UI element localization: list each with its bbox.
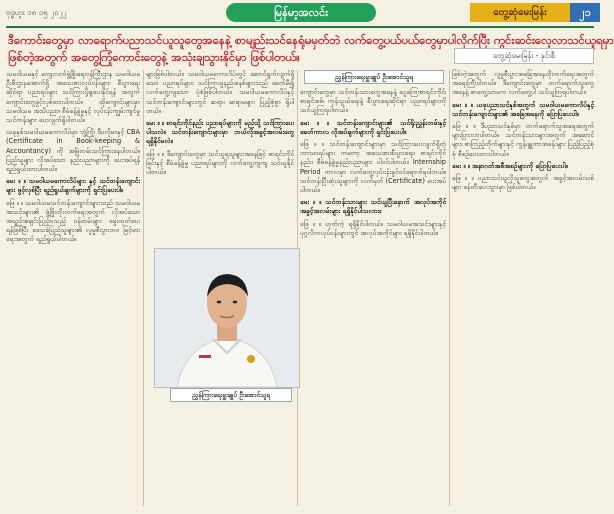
article-paragraph: ဖြေ ။ ။ ဒီပညာသင်နှစ်မှာ တက်ရောက်သူအရေအတွက် များပြားလာပါတယ်။ သင်တန်းသားများအတွက် အဆောင်များ၊ စာကြည့်တိုက်များနှင့် ကွန်ပျူတာအခန်းများ ပြည့်ပြည့်စုံစုံ စီစဉ်ပေးထားပါတယ်။	[452, 122, 594, 158]
interviewee-caption-top: ညွှန်ကြားရေးမှူးချုပ် ဦးအောင်သူရ	[304, 70, 444, 84]
article-paragraph: ယခုနှစ်သမဝါယမကောလိပ်မှာ ဘွဲ့ကြို၊ ဒီပလိုမာနှင့် CBA (Certificate in Book-keeping & Accountancy) ကို အမြဲတမ်းသင်ကြားနေပါတယ်။ ပြည်သူများ လိုအပ်သော နည်းပညာများကို ပေးအပ်ရန် ရည်ရွယ်ထားပါတယ်။	[6, 128, 140, 174]
article-paragraph: ဖြေ ။ ။ ဟုတ်ကဲ့ ရရှိနိုင်ပါတယ်။ သမဝါယမအသင်းများနှင့် ပုဂ္ဂလိကလုပ်ငန်းများတွင် အလုပ်အကိုင်များ ရရှိနိုင်ပါတယ်။	[300, 219, 446, 237]
interviewee-photo-caption: ညွှန်ကြားရေးမှူးချုပ် ဦးအောင်သူရ	[170, 388, 292, 402]
byline: တွေ့ဆုံမေးမြန်း - နှင်းစီ	[454, 48, 594, 64]
interview-question: မေး ။ ။ ယခုပညာသင်နှစ်အတွက် သမဝါယမကောလိပ်နှင့် သင်တန်းကျောင်းများ၏ အခြေအနေကို ပြောပြပေးပါ။	[452, 100, 594, 118]
article-paragraph: ဖြစ်တဲ့အတွက် လူမှုစီးပွားအခြေအနေတိုးတက်ရေးအတွက် အရေးကြီးပါတယ်။ ဒီကျောင်းတွေမှာ တက်ရောက်သူတွေအနေနဲ့ စာတွေ့သာမက လက်တွေ့ပါ သင်ယူကြရပါတယ်။	[452, 70, 594, 97]
article-column-4	[452, 70, 594, 506]
column-divider	[143, 70, 144, 506]
article-paragraph: ဖြေ ။ ။ ပညာသင်ယူလိုသူတွေအတွက် အခွင့်အလမ်းသစ်များ ဖန်တီးပေးသွားမှာ ဖြစ်ပါတယ်။	[452, 174, 594, 192]
interview-question: မေး ။ ။ စာရင်းကိုင်နည်း ပညာရပ်များကို မည်သို့ သင်ကြားပေးပါသလဲ။ သင်တန်းကျောင်းများမှာ ဘယ်လိုအခွင့်အလမ်းတွေ ရရှိနိုင်မလဲ။	[146, 119, 294, 146]
header-rule	[6, 26, 594, 28]
page-number: ၂၁	[570, 3, 600, 22]
interview-question: မေး ။ ။ သင်တန်းသားများ သင်ယူပြီးနောက် အလုပ်အကိုင်အခွင့်အလမ်းများ ရရှိနိုင်ပါသလား။	[300, 198, 446, 216]
article-paragraph: သမဝါယမနှင့် ကျေးလက်ဖွံ့ဖြိုးရေးဝန်ကြီးဌာန သမဝါယမဦးစီးဌာနအောက်ရှိ အသေးစားလုပ်ငန်းများ၊ စီးပွားရေးဆိုင်ရာ ပညာရပ်များ သင်ကြားပို့ချပေးနိုင်ရန် အတွက် ကျောင်းတွေဖွင့်လှစ်ထားပါတယ်။ ထိုကျောင်းများမှာ သမဝါယမ အသိပညာ၊ စီမံခန့်ခွဲမှုနှင့် လုပ်ငန်းကျွမ်းကျင်မှု သင်တန်းများ ပေးလျက်ရှိပါတယ်။	[6, 70, 140, 125]
interview-question: မေး ။ ။ သင်တန်းကျောင်းများ၏ သင်ရိုးညွှန်းတမ်းနှင့် ခေတ်ကာလ လိုအပ်ချက်များကို ရှင်းပြပေးပါ။	[300, 118, 446, 136]
issue-info: ဗုဒ္ဓဟူး ၁၈ ၁၅ ၂၀၂၂	[6, 8, 67, 17]
article-column-1	[6, 70, 140, 506]
article-paragraph: ကျောင်းတွေမှာ သင်တန်းသားတွေအနေနဲ့ ငွေကြေးစာရင်းကိုင်၊ စာရင်းစစ်၊ ကုန်သွယ်ရေးနဲ့ စီးပွားရေးဆိုင်ရာ ပညာရပ်များကို သင်ယူကြရပါတယ်။	[300, 88, 446, 115]
interviewee-photo	[154, 248, 300, 388]
section-title: မြန်မာ့အလင်း	[226, 3, 376, 22]
interview-tab: တွေ့ဆုံမေးမြန်း	[470, 3, 570, 22]
portrait-illustration	[155, 249, 299, 387]
headline-line-1: ဒီကောင်းတွေမှာ လာရောက်ပညာသင်ယူသူတွေအနေနဲ့ စာမျည်းသင်နေရုံမမှတ်ဘဲ လက်တွေ့ပယ်ပယ်တွေမှာပါလိုက်ပြီး ကွင်းဆင်းလေ့လာသင်ယူရမှာ	[8, 33, 614, 47]
article-paragraph: ဖြေ ။ ။ သင်တန်းကျောင်းများမှာ သင်ကြားပေးလျက်ရှိတဲ့ ဘာသာရပ်များ ကတော့ အသေးစားစီးပွားရေး၊ စာရင်းကိုင်နည်း၊ စီမံခန့်ခွဲမှုနည်းပညာများ ပါဝင်ပါတယ်။ Internship Period ကာလမှာ လက်တွေ့လုပ်ငန်းခွင်ဝင်ရောက်ရပါတယ်။ သင်တန်းပြီးဆုံးသူများကို လက်မှတ် (Certificate) ပေးအပ်ပါတယ်။	[300, 140, 446, 195]
column-divider	[449, 70, 450, 506]
interview-question: မေး ။ ။ အနာဂတ်အစီအစဉ်များကို ပြောပြပေးပါ။	[452, 161, 568, 170]
interview-question: မေး ။ ။ သမဝါယမကောလိပ်များ နှင့် သင်တန်းကျောင်းများ ဖွင့်လှစ်ပြီး ရည်ရွယ်ချက်များကို ရှင်းပြပေးပါ။	[6, 177, 140, 195]
page-header	[0, 0, 600, 26]
article-paragraph: များဖြစ်ပါတယ်။ သမဝါယမကောလိပ်တွင် ဆောင်ရွက်လျက်ရှိသော ပညာရပ်များ၊ သင်ကြားမှုနည်းစနစ်များသည် ခေတ်မီ၍ လက်တွေ့ကျသော ပုံစံဖြစ်ပါတယ်။ သမဝါယမကောလိပ်နှင့် သင်တန်းကျောင်းများတွင် ဆရာ၊ ဆရာမများ ပြည့်စုံစွာ ရှိပါတယ်။	[146, 70, 294, 115]
article-paragraph: ဖြေ ။ ။ သမဝါယမသင်တန်းကျောင်းများသည် သမဝါယမအသင်းများ၏ ဖွံ့ဖြိုးတိုးတက်ရေးအတွက် လိုအပ်သော အရည်အချင်းပြည့်ဝသည့် ဝန်ထမ်းများ မွေးထုတ်ပေးရန်ဖြစ်ပြီး ဒေသခံပြည်သူများ၏ လူမှုစီးပွားဘဝ မြင့်မားရေးအတွက် ရည်ရွယ်ပါတယ်။	[6, 198, 140, 244]
article-paragraph: ဖြေ ။ ။ ဒီကျောင်းတွေမှာ သင်ယူရသူများအနေဖြင့် စာရင်းကိုင်ခြင်းနှင့် စီမံခန့်ခွဲမှု ပညာရပ်များကို လက်တွေ့ကျကျ သင်ယူနိုင်ပါတယ်။	[146, 149, 294, 177]
headline-line-2: ဖြစ်တဲ့အတွက် အတွေ့ကြုံကောင်းတွေနဲ့ အသုံးချသွားနိုင်မှာ ဖြစ်ပါတယ်။	[8, 50, 300, 64]
article-column-3	[300, 88, 446, 506]
